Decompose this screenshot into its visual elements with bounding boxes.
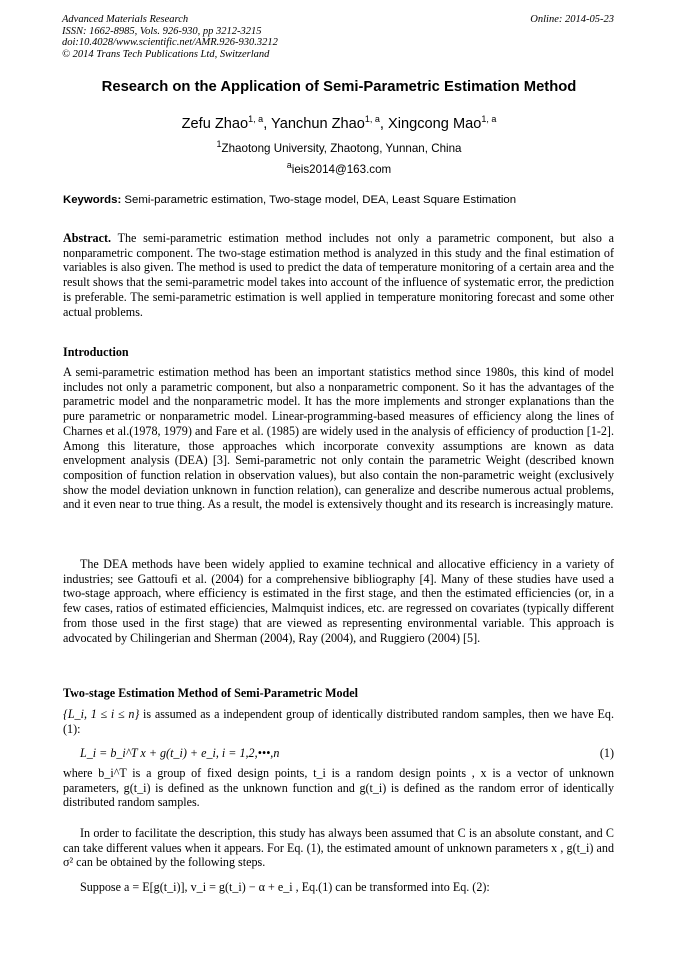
section2-paragraph-2: In order to facilitate the description, this study has always been assumed that C is an absolute constant, and C can take different values when it appears. For Eq. (1), the estimated amount of unknown parameters x , g(t_i) and σ² can be obtained by the following steps. — [63, 826, 614, 870]
copyright-line: © 2014 Trans Tech Publications Ltd, Switzerland — [62, 48, 270, 60]
author-sup: 1, a — [364, 114, 380, 124]
email-text: ieis2014@163.com — [291, 162, 392, 176]
equation-1-number: (1) — [599, 746, 614, 760]
doi-line: doi:10.4028/www.scientific.net/AMR.926-930.3212 — [62, 37, 278, 48]
section2-intro-text: is assumed as a independent group of identically distributed random samples, then we have Eq.(1): — [63, 707, 614, 736]
journal-name: Advanced Materials Research — [62, 14, 189, 25]
author-name: Zefu Zhao — [181, 115, 249, 132]
keywords-label: Keywords: — [63, 194, 122, 206]
section2-paragraph-3: Suppose a = E[g(t_i)], v_i = g(t_i) − α + e_i , Eq.(1) can be transformed into Eq. (2): — [80, 880, 490, 894]
paper-title: Research on the Application of Semi-Parametric Estimation Method — [101, 79, 577, 95]
author-name: Yanchun Zhao — [271, 115, 365, 132]
author-sep: , — [379, 115, 389, 132]
equation-1-body: L_i = b_i^T x + g(t_i) + e_i, i = 1,2,•••,n — [80, 746, 280, 760]
author-sep: , — [263, 115, 272, 132]
affiliation-sup: 1 — [216, 139, 222, 149]
section-heading-two-stage: Two-stage Estimation Method of Semi-Parametric Model — [63, 686, 358, 700]
keywords-text: Semi-parametric estimation, Two-stage model, DEA, Least Square Estimation — [124, 194, 517, 206]
email — [0, 160, 678, 176]
journal-header — [62, 14, 278, 60]
author-sup: 1, a — [248, 114, 264, 124]
affiliation — [0, 139, 678, 155]
abstract-text: The semi-parametric estimation method includes not only a parametric component, but also a nonparametric component. The two-stage estimation method is analyzed in this study and the final estimation of variables is also given. The method is used to predict the data of temperature monitoring of a certain area and the result shows that the semi-parametric model takes into account of the influence of systematic error, the prediction is preferable. The semi-parametric estimation is well applied in temperature monitoring forecast and some other actual problems. — [63, 231, 615, 319]
section-heading-introduction: Introduction — [63, 345, 129, 359]
set-notation: {L_i, 1 ≤ i ≤ n} — [63, 707, 140, 721]
intro-paragraph-1: A semi-parametric estimation method has been an important statistics method since 1980s, this kind of model includes not only a parametric component, but also a nonparametric component. So it has the advantages of the parametric model and the nonparametric model. It has the more implements and stronger explanations than the pure parametric or nonparametric model. Linear-programming-based measures of efficiency along the lines of Charnes et al.(1978, 1979) and Fare et al. (1985) are widely used in the analysis of efficiency of production [1-2]. Among this literature, those approaches which incorporate convexity assumptions are known as data envelopment analysis (DEA) [3]. Semi-parametric not only contain the parametric Weight (described known composition of function relation in observation values), but also contain the non-parametric weight (exclusively show the model deviation unknown in function relation), can generalize and describe numerous actual problems, and it even near to true thing. As a result, the model is extensively thought and its research is increasingly mature. — [63, 365, 614, 512]
equation-1 — [80, 746, 614, 761]
eq1-explanation: where b_i^T is a group of fixed design points, t_i is a random design points , x is a vector of unknown parameters, g(t_i) is defined as the unknown function and g(t_i) is defined as the random error of identically distributed random samples. — [63, 766, 614, 810]
author-list — [0, 114, 678, 132]
author-name: Xingcong Mao — [388, 115, 482, 132]
intro-paragraph-2: The DEA methods have been widely applied to examine technical and allocative efficiency in a variety of industries; see Gattoufi et al. (2004) for a comprehensive bibliography [4]. Many of these studies have used a two-stage approach, where efficiency is estimated in the first stage, and then the estimated efficiencies (or, in a few cases, ratios of estimated efficiencies, Malmquist indices, etc. are regressed on covariates (typically different from those used in the first stage) that are viewed as representing environmental variable. This approach is advocated by Chilingerian and Sherman (2004), Ray (2004), and Ruggiero (2004) [5]. — [63, 557, 614, 645]
issn-line: ISSN: 1662-8985, Vols. 926-930, pp 3212-3215 — [62, 25, 262, 37]
email-sup: a — [286, 160, 292, 170]
keywords — [63, 194, 618, 206]
affiliation-text: Zhaotong University, Zhaotong, Yunnan, China — [221, 141, 462, 155]
online-date: Online: 2014-05-23 — [530, 14, 614, 25]
abstract — [63, 231, 614, 319]
abstract-label: Abstract. — [63, 231, 112, 245]
section2-intro — [63, 707, 614, 736]
author-sup: 1, a — [481, 114, 497, 124]
